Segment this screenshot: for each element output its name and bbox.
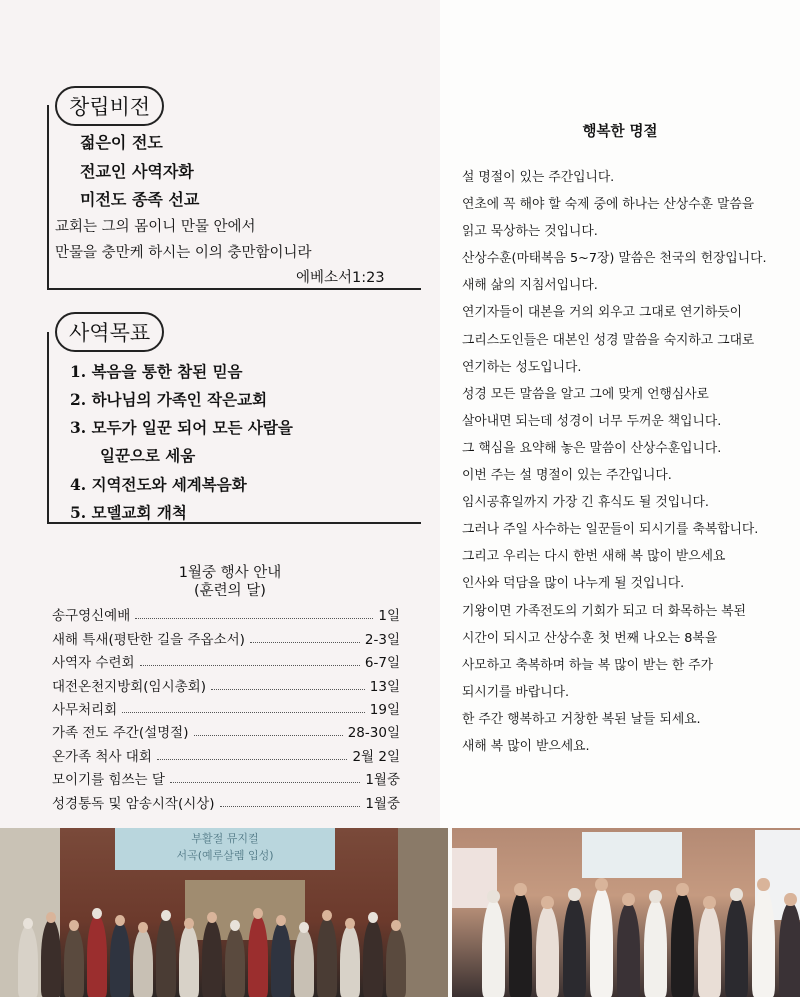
person-head xyxy=(345,918,355,930)
message-line: 연초에 꼭 해야 할 숙제 중에 하나는 산상수훈 말씀을 xyxy=(462,197,755,213)
banner-line1: 부활절 뮤지컬 xyxy=(191,832,259,845)
person-figure xyxy=(202,919,222,997)
event-date: 2-3일 xyxy=(364,631,400,648)
message-line: 그리스도인들은 대본인 성경 말씀을 숙지하고 그대로 xyxy=(462,332,755,348)
event-name: 가족 전도 주간(설명절) xyxy=(52,725,189,742)
leader-dots xyxy=(211,689,365,690)
message-line: 임시공휴일까지 가장 긴 휴식도 될 것입니다. xyxy=(462,495,709,511)
message-line: 한 주간 행복하고 거창한 복된 날들 되세요. xyxy=(462,711,701,727)
message-line: 새해 삶의 지침서입니다. xyxy=(462,278,598,294)
message-line: 산상수훈(마태복음 5~7장) 말씀은 천국의 헌장입니다. xyxy=(462,251,767,267)
event-row xyxy=(52,601,400,624)
event-name: 성경통독 및 암송시작(시상) xyxy=(52,795,215,812)
person-figure xyxy=(317,917,337,997)
message-title: 행복한 명절 xyxy=(582,124,658,140)
group-photo xyxy=(452,828,800,997)
leader-dots xyxy=(220,806,361,807)
goal-item: 5. 모델교회 개척 xyxy=(70,503,187,522)
message-line: 그리고 우리는 다시 한번 새해 복 많이 받으세요 xyxy=(462,549,726,565)
events-list xyxy=(52,601,400,812)
person-head xyxy=(161,910,171,922)
event-date: 19일 xyxy=(369,701,400,718)
person-head xyxy=(676,883,688,897)
event-row xyxy=(52,765,400,788)
vision-item: 젊은이 전도 xyxy=(80,133,163,152)
person-head xyxy=(207,912,217,924)
person-figure xyxy=(671,892,694,997)
person-head xyxy=(92,908,102,920)
event-name: 사무처리회 xyxy=(52,701,118,718)
photo-banner xyxy=(115,828,335,870)
person-figure xyxy=(179,925,199,997)
verse-line: 만물을 충만케 하시는 이의 충만함이니라 xyxy=(55,245,312,261)
person-figure xyxy=(248,915,268,997)
person-figure xyxy=(725,897,748,997)
message-line: 그 핵심을 요약해 놓은 말씀이 산상수훈입니다. xyxy=(462,440,722,456)
person-head xyxy=(784,893,796,907)
person-head xyxy=(391,920,401,932)
person-head xyxy=(541,896,553,910)
person-head xyxy=(757,878,769,892)
person-figure xyxy=(563,897,586,997)
message-line: 되시기를 바랍니다. xyxy=(462,684,570,700)
person-figure xyxy=(271,922,291,997)
person-head xyxy=(23,918,33,930)
event-date: 1일 xyxy=(378,608,400,625)
person-head xyxy=(368,912,378,924)
person-figure xyxy=(509,892,532,997)
person-figure xyxy=(590,887,613,997)
event-name: 모이기를 힘쓰는 달 xyxy=(52,772,165,789)
message-line: 인사와 덕담을 많이 나누게 될 것입니다. xyxy=(462,576,685,592)
leader-dots xyxy=(194,735,343,736)
person-head xyxy=(299,922,309,934)
person-head xyxy=(115,915,125,927)
event-date: 2월 2일 xyxy=(352,748,400,765)
person-figure xyxy=(64,927,84,997)
person-head xyxy=(46,912,56,924)
easter-musical-photo xyxy=(0,828,448,997)
person-head xyxy=(568,888,580,902)
person-head xyxy=(276,915,286,927)
event-row xyxy=(52,741,400,764)
person-head xyxy=(595,878,607,892)
message-line: 새해 복 많이 받으세요. xyxy=(462,738,590,754)
goal-item: 3. 모두가 일꾼 되어 모든 사람을 xyxy=(70,418,293,437)
message-body xyxy=(462,164,798,760)
event-date: 1월중 xyxy=(365,772,400,789)
message-line: 설 명절이 있는 주간입니다. xyxy=(462,170,615,185)
person-head xyxy=(622,893,634,907)
goal-item: 1. 복음을 통한 참된 믿음 xyxy=(70,362,243,381)
person-figure xyxy=(41,919,61,997)
event-date: 6-7일 xyxy=(364,655,400,672)
event-row xyxy=(52,718,400,741)
person-figure xyxy=(617,902,640,997)
event-name: 대전온천지방회(임시총회) xyxy=(52,678,206,695)
event-row xyxy=(52,788,400,811)
person-figure xyxy=(386,927,406,997)
message-line: 이번 주는 설 명절이 있는 주간입니다. xyxy=(462,468,672,484)
person-head xyxy=(69,920,79,932)
leader-dots xyxy=(122,712,365,713)
event-name: 사역자 수련회 xyxy=(52,655,135,672)
person-head xyxy=(184,918,194,930)
person-figure xyxy=(294,929,314,997)
person-head xyxy=(230,920,240,932)
vision-item: 전교인 사역자화 xyxy=(80,162,194,181)
person-figure xyxy=(698,905,721,997)
event-date: 13일 xyxy=(369,678,400,695)
person-head xyxy=(730,888,742,902)
person-figure xyxy=(133,929,153,997)
person-head xyxy=(487,890,499,904)
person-head xyxy=(703,896,715,910)
event-name: 온가족 척사 대회 xyxy=(52,748,152,765)
person-figure xyxy=(644,899,667,997)
message-line: 그러나 주일 사수하는 일꾼들이 되시기를 축복합니다. xyxy=(462,522,759,538)
vision-item: 미전도 종족 선교 xyxy=(80,190,200,209)
vision-heading: 창립비전 xyxy=(55,86,164,126)
person-figure xyxy=(225,927,245,997)
leader-dots xyxy=(157,759,348,760)
message-line: 시간이 되시고 산상수훈 첫 번째 나오는 8복을 xyxy=(462,630,718,646)
person-figure xyxy=(156,917,176,997)
event-date: 1월중 xyxy=(365,795,400,812)
person-figure xyxy=(87,915,107,997)
person-figure xyxy=(340,925,360,997)
verse-line: 교회는 그의 몸이니 만물 안에서 xyxy=(55,219,256,235)
message-line: 성경 모든 말씀을 알고 그에 맞게 언행심사로 xyxy=(462,386,709,402)
person-figure xyxy=(18,925,38,997)
banner-line2: 서곡(예루살렘 입성) xyxy=(176,849,274,862)
message-line: 사모하고 축복하며 하늘 복 많이 받는 한 주가 xyxy=(462,657,713,673)
leader-dots xyxy=(250,642,360,643)
message-line: 연기자들이 대본을 거의 외우고 그대로 연기하듯이 xyxy=(462,305,742,321)
event-row xyxy=(52,695,400,718)
goal-item: 2. 하나님의 가족인 작은교회 xyxy=(70,390,268,409)
person-head xyxy=(138,922,148,934)
event-row xyxy=(52,648,400,671)
person-figure xyxy=(752,887,775,997)
goal-item: 일꾼으로 세움 xyxy=(100,446,196,465)
person-head xyxy=(322,910,332,922)
message-line: 연기하는 성도입니다. xyxy=(462,359,582,375)
person-figure xyxy=(363,919,383,997)
verse-reference: 에베소서1:23 xyxy=(296,270,385,286)
event-date: 28-30일 xyxy=(347,725,400,742)
person-figure xyxy=(482,899,505,997)
person-head xyxy=(514,883,526,897)
leader-dots xyxy=(140,665,360,666)
leader-dots xyxy=(170,782,360,783)
person-head xyxy=(649,890,661,904)
event-name: 송구영신예배 xyxy=(52,608,131,625)
event-row xyxy=(52,671,400,694)
event-row xyxy=(52,624,400,647)
person-figure xyxy=(536,905,559,997)
message-line: 읽고 묵상하는 것입니다. xyxy=(462,224,598,240)
goal-item: 4. 지역전도와 세계복음화 xyxy=(70,475,247,494)
leader-dots xyxy=(135,618,373,619)
events-subtitle: (훈련의 달) xyxy=(194,583,266,599)
person-figure xyxy=(779,902,800,997)
events-title: 1월중 행사 안내 xyxy=(178,565,282,581)
person-figure xyxy=(110,922,130,997)
goals-heading: 사역목표 xyxy=(55,312,164,352)
message-line: 기왕이면 가족전도의 기회가 되고 더 화목하는 복된 xyxy=(462,603,747,619)
event-name: 새해 특새(평탄한 길을 주옵소서) xyxy=(52,631,245,648)
message-line: 살아내면 되는데 성경이 너무 두꺼운 책입니다. xyxy=(462,413,722,429)
person-head xyxy=(253,908,263,920)
